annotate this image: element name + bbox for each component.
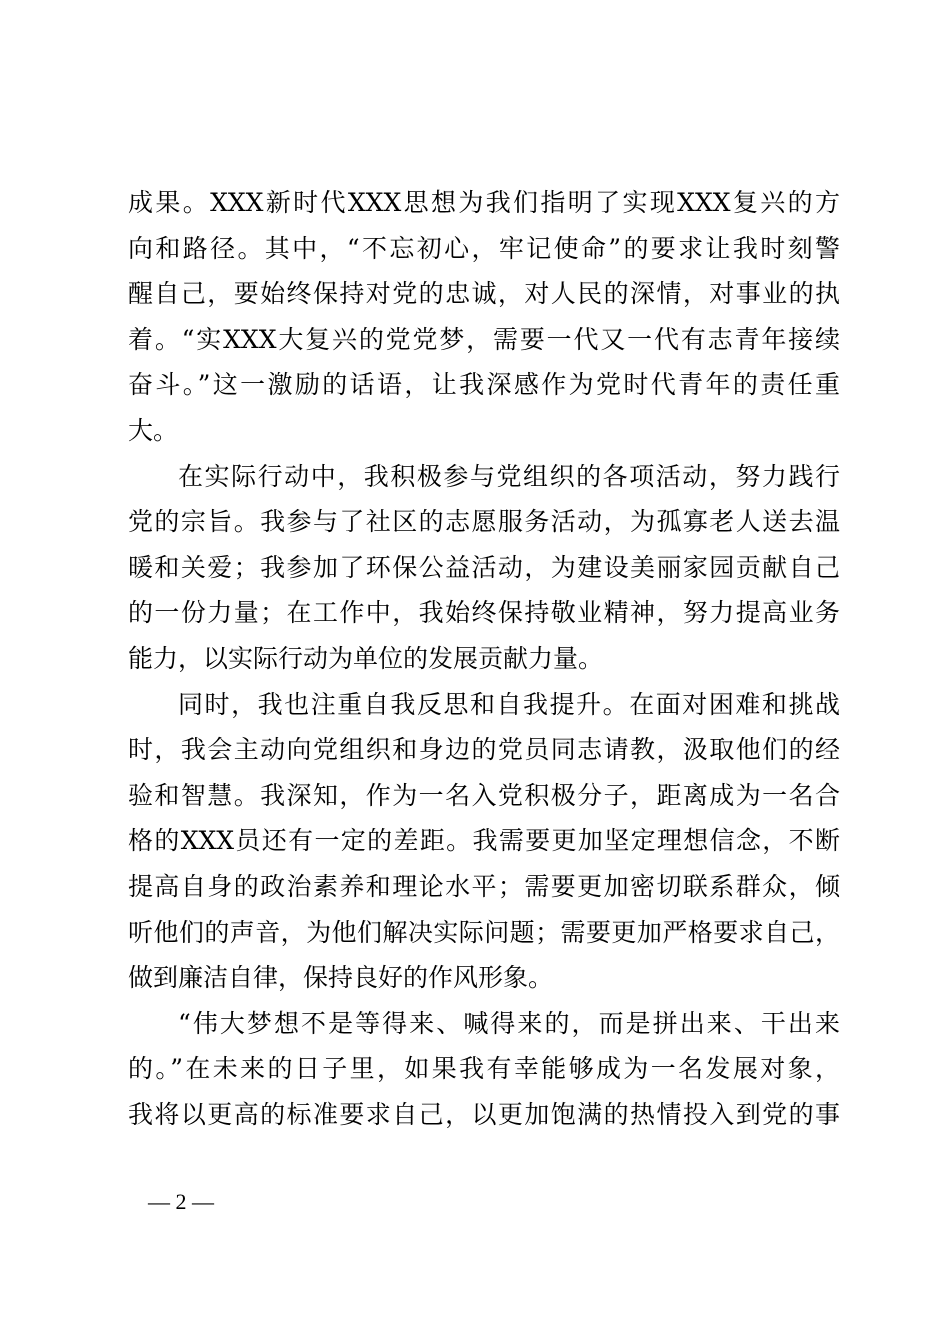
text-line: 能力，以实际行动为单位的发展贡献力量。: [128, 643, 604, 673]
text-line: 时，我会主动向党组织和身边的党员同志请教，汲取他们的经: [128, 735, 840, 765]
text-line: 提高自身的政治素养和理论水平；需要更加密切联系群众，倾: [128, 871, 840, 901]
page-number: — 2 —: [148, 1189, 214, 1214]
text-line: 做到廉洁自律，保持良好的作风形象。: [128, 963, 554, 993]
text-line: 的。”在未来的日子里，如果我有幸能够成为一名发展对象，: [128, 1054, 840, 1084]
text-line: 奋斗。”这一激励的话语，让我深感作为党时代青年的责任重: [128, 370, 840, 400]
text-line: 我将以更高的标准要求自己，以更加饱满的热情投入到党的事: [128, 1099, 840, 1129]
text-line: 向和路径。其中，“不忘初心，牢记使命”的要求让我时刻警: [128, 233, 840, 263]
text-line: 党的宗旨。我参与了社区的志愿服务活动，为孤寡老人送去温: [128, 507, 840, 537]
text-line: 同时，我也注重自我反思和自我提升。在面对困难和挑战: [178, 689, 840, 719]
text-line: 暖和关爱；我参加了环保公益活动，为建设美丽家园贡献自己: [128, 552, 840, 582]
text-line: 成果。XXX新时代XXX思想为我们指明了实现XXX复兴的方: [128, 188, 840, 217]
text-line: 大。: [128, 415, 179, 445]
text-line: 验和智慧。我深知，作为一名入党积极分子，距离成为一名合: [128, 780, 840, 810]
text-line: “伟大梦想不是等得来、喊得来的，而是拼出来、干出来: [178, 1008, 840, 1038]
text-line: 格的XXX员还有一定的差距。我需要更加坚定理想信念，不断: [128, 826, 840, 856]
text-line: 的一份力量；在工作中，我始终保持敬业精神，努力提高业务: [128, 598, 840, 628]
text-line: 在实际行动中，我积极参与党组织的各项活动，努力践行: [178, 461, 840, 491]
text-line: 听他们的声音，为他们解决实际问题；需要更加严格要求自己，: [128, 917, 840, 947]
body-text: [128, 180, 840, 1137]
text-line: 着。“实XXX大复兴的党党梦，需要一代又一代有志青年接续: [128, 324, 840, 354]
text-line: 醒自己，要始终保持对党的忠诚，对人民的深情，对事业的执: [128, 279, 840, 309]
